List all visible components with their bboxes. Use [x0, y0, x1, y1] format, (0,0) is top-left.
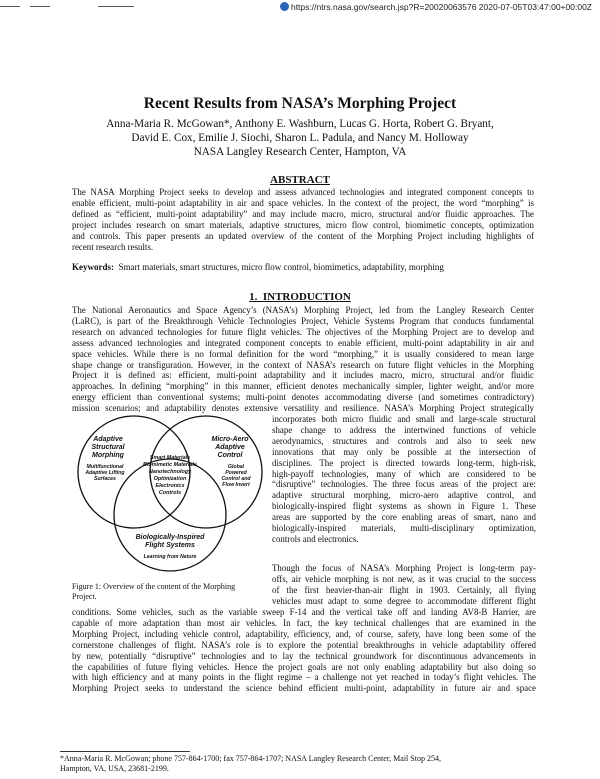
author-block — [0, 117, 600, 159]
introduction-heading: 1. INTRODUCTION — [249, 291, 351, 303]
header-rule-left — [0, 6, 20, 7]
intro-line: with high efficiency and at many points in the flight regime – a challenge not yet reached in today’s flight vehicles. The — [72, 672, 536, 683]
intro-line: by new, potentially “disruptive” technologies and to lay the technical groundwork for discontinuous advancements in — [72, 650, 536, 661]
venn-right-title-3: Control — [217, 452, 243, 459]
intro-line: biologically-inspired materials, multi-disciplinary optimization, — [272, 523, 536, 534]
venn-right-title-2: Adaptive — [215, 444, 245, 451]
venn-core-3: Nanotechnology — [148, 469, 192, 475]
intro-right-column-2 — [272, 563, 536, 607]
venn-core-2: Biomimetic Materials — [143, 462, 197, 468]
venn-right-sub-4: Flow Invert — [222, 482, 250, 488]
venn-bottom-title-2: Flight Systems — [145, 542, 195, 549]
intro-line: The National Aeronautics and Space Agency’s (NASA’s) Morphing Project, led from the Langley Research Center — [72, 305, 534, 315]
author-line: Anna-Maria R. McGowan*, Anthony E. Washburn, Lucas G. Horta, Robert G. Bryant, — [106, 118, 494, 130]
venn-right-sub-1: Global — [227, 464, 245, 470]
keywords-label: Keywords: — [72, 262, 114, 272]
venn-left-sub-2: Adaptive Lifting — [85, 470, 125, 476]
affiliation-line: NASA Langley Research Center, Hampton, VA — [193, 146, 407, 158]
intro-line: aerodynamics, structures and controls and also to seek new — [272, 435, 536, 446]
venn-bottom-title-1: Biologically-Inspired — [135, 534, 205, 541]
ntrs-icon — [280, 2, 289, 11]
abstract-line: and controls. This paper presents an updated overview of the content of the Morphing Project including highlights of — [72, 230, 534, 241]
abstract-heading: ABSTRACT — [270, 174, 330, 186]
intro-line: vehicles must adapt to some degree to accommodate different flight — [272, 595, 536, 606]
intro-line: approaches. In defining “morphing” in this manner, efficient denotes mechanically simpler, lighter weight, and/or more — [72, 381, 534, 392]
figure-1-caption — [72, 582, 262, 601]
venn-core-6: Controls — [158, 490, 182, 496]
intro-line: mission scenarios; and adaptability denotes extensive versatility and resilience. NASA’s Morphing Project strategically — [72, 403, 534, 414]
intro-line: space vehicles. While there is no formal definition for the word “morphing,” it is usually considered to mean large — [72, 348, 534, 359]
intro-line: Though the focus of NASA’s Morphing Project is long-term pay- — [272, 563, 536, 573]
footnote — [60, 754, 540, 774]
paper-title: Recent Results from NASA’s Morphing Project — [143, 95, 457, 112]
intro-line: Project it is defined as: efficient, multi-point adaptability and it includes macro, micro, structural and/or fluidic — [72, 370, 534, 381]
intro-line: (LaRC), is part of the Breakthrough Vehicle Technologies Project, Vehicle Systems Program that conducts fundamental — [72, 315, 534, 326]
abstract-line: recent research results. — [72, 241, 154, 252]
venn-right-sub-3: Control and — [221, 476, 251, 482]
footnote-line: *Anna-Maria R. McGowan; phone 757-864-1700; fax 757-864-1707; NASA Langley Research Center, Mail Stop 254, — [60, 754, 441, 763]
venn-left-title-1: Adaptive — [93, 436, 123, 443]
caption-line: Project. — [72, 591, 97, 601]
intro-line: controls and electronics. — [272, 533, 359, 544]
abstract-line: project includes research on smart materials, adaptive structures, micro flow control, biomimetic concepts, optimization — [72, 219, 534, 230]
intro-line: shape change or transfiguration. However, in the context of NASA’s research on future flight vehicles in the Morphing — [72, 359, 534, 370]
intro-line: research on advanced technologies for future flight vehicles. The objectives of the Morphing Project are to develop and — [72, 326, 534, 337]
intro-line: Morphing Project seeks to understand the science behind efficient multi-point, adaptability in future air and space — [72, 683, 536, 694]
intro-line: incorporates both micro fluidic and small and large-scale structural — [272, 414, 536, 424]
intro-line: the capabilities of future flying vehicles. Hence the project goals are not only enabling adaptability but also doing so — [72, 661, 536, 672]
caption-line: Figure 1: Overview of the content of the Morphing — [72, 582, 236, 591]
venn-left-sub-3: Surfaces — [94, 476, 116, 482]
intro-line: biologically-inspired flight systems as shown in Figure 1. These — [272, 501, 536, 512]
footnote-rule — [60, 751, 190, 752]
intro-line: disciplines. The project is directed towards long-term, high-risk, — [272, 457, 536, 468]
intro-right-column — [272, 414, 536, 545]
intro-paragraph-2 — [72, 607, 536, 694]
header-rule-left-3 — [98, 6, 134, 7]
intro-line: high-payoff technologies, many of which are considered to be — [272, 468, 536, 479]
footnote-line: Hampton, VA, USA, 23681-2199. — [60, 764, 169, 773]
intro-line: capable of more adaptation than most air vehicles. In fact, the key technical challenges that are examined in the — [72, 617, 536, 628]
figure-1-venn-diagram — [72, 412, 268, 574]
venn-left-sub-1: Multifunctional — [86, 464, 124, 470]
venn-right-title-1: Micro-Aero — [211, 436, 249, 443]
source-url[interactable] — [280, 2, 592, 12]
keywords-text: Smart materials, smart structures, micro flow control, biomimetics, adaptability, morphing — [118, 262, 444, 272]
intro-line: conditions. Some vehicles, such as the variable sweep F-14 and the vertical take off and landing AV8-B Harrier, are — [72, 607, 536, 617]
venn-core-5: Electronics — [155, 483, 185, 489]
intro-line: shape change to address the intertwined functions of vehicle — [272, 424, 536, 435]
abstract-line: enable efficient, multi-point adaptability in air and space vehicles. In the context of the project, the word “morphing” is — [72, 197, 534, 208]
venn-right-sub-2: Powered — [225, 470, 247, 476]
header-rule-left-2 — [30, 6, 50, 7]
intro-line: of the first heavier-than-air flight in 1903. Certainly, all flying — [272, 584, 536, 595]
intro-line: areas are supported by the core enabling areas of smart, nano and — [272, 512, 536, 523]
venn-left-title-3: Morphing — [92, 452, 124, 459]
intro-line: cornerstone challenges of flight. NASA’s role is to explore the potential breakthroughs in vehicle adaptability offered — [72, 639, 536, 650]
intro-line: adaptive structural morphing, micro-aero adaptive control, and — [272, 490, 536, 501]
venn-core-1: Smart Materials — [149, 455, 191, 461]
intro-line: assess advanced technologies and integrated component concepts to enable efficient, multi-point adaptability in air and — [72, 337, 534, 348]
intro-paragraph-1 — [72, 305, 534, 414]
venn-core-4: Optimization — [153, 476, 187, 482]
intro-line: offs, air vehicle morphing is not new, as it was crucial to the success — [272, 573, 536, 584]
abstract-line: The NASA Morphing Project seeks to develop and assess advanced technologies and integrated component concepts to — [72, 187, 534, 197]
source-url-text[interactable]: https://ntrs.nasa.gov/search.jsp?R=20020063576 2020-07-05T03:47:00+00:00Z — [290, 2, 592, 12]
venn-bottom-sub: Learning from Nature — [143, 554, 197, 560]
author-line: David E. Cox, Emilie J. Siochi, Sharon L. Padula, and Nancy M. Holloway — [131, 132, 469, 144]
intro-line: “disruptive” technologies. The three focus areas of the project are: — [272, 479, 536, 490]
intro-line: energy efficient than conventional systems; multi-point denotes accommodating diverse (and sometimes contradictory) — [72, 392, 534, 403]
intro-line: Morphing Project, including vehicle control, adaptability, efficiency, and, of course, safety, have long been some of the — [72, 628, 536, 639]
abstract-body — [72, 187, 534, 252]
abstract-line: defined as “efficient, multi-point adaptability” and may include macro, micro, structural and/or fluidic approaches. The — [72, 208, 534, 219]
venn-left-title-2: Structural — [91, 444, 125, 451]
keywords — [72, 262, 534, 272]
intro-line: innovations that may only be possible at the intersection of — [272, 446, 536, 457]
